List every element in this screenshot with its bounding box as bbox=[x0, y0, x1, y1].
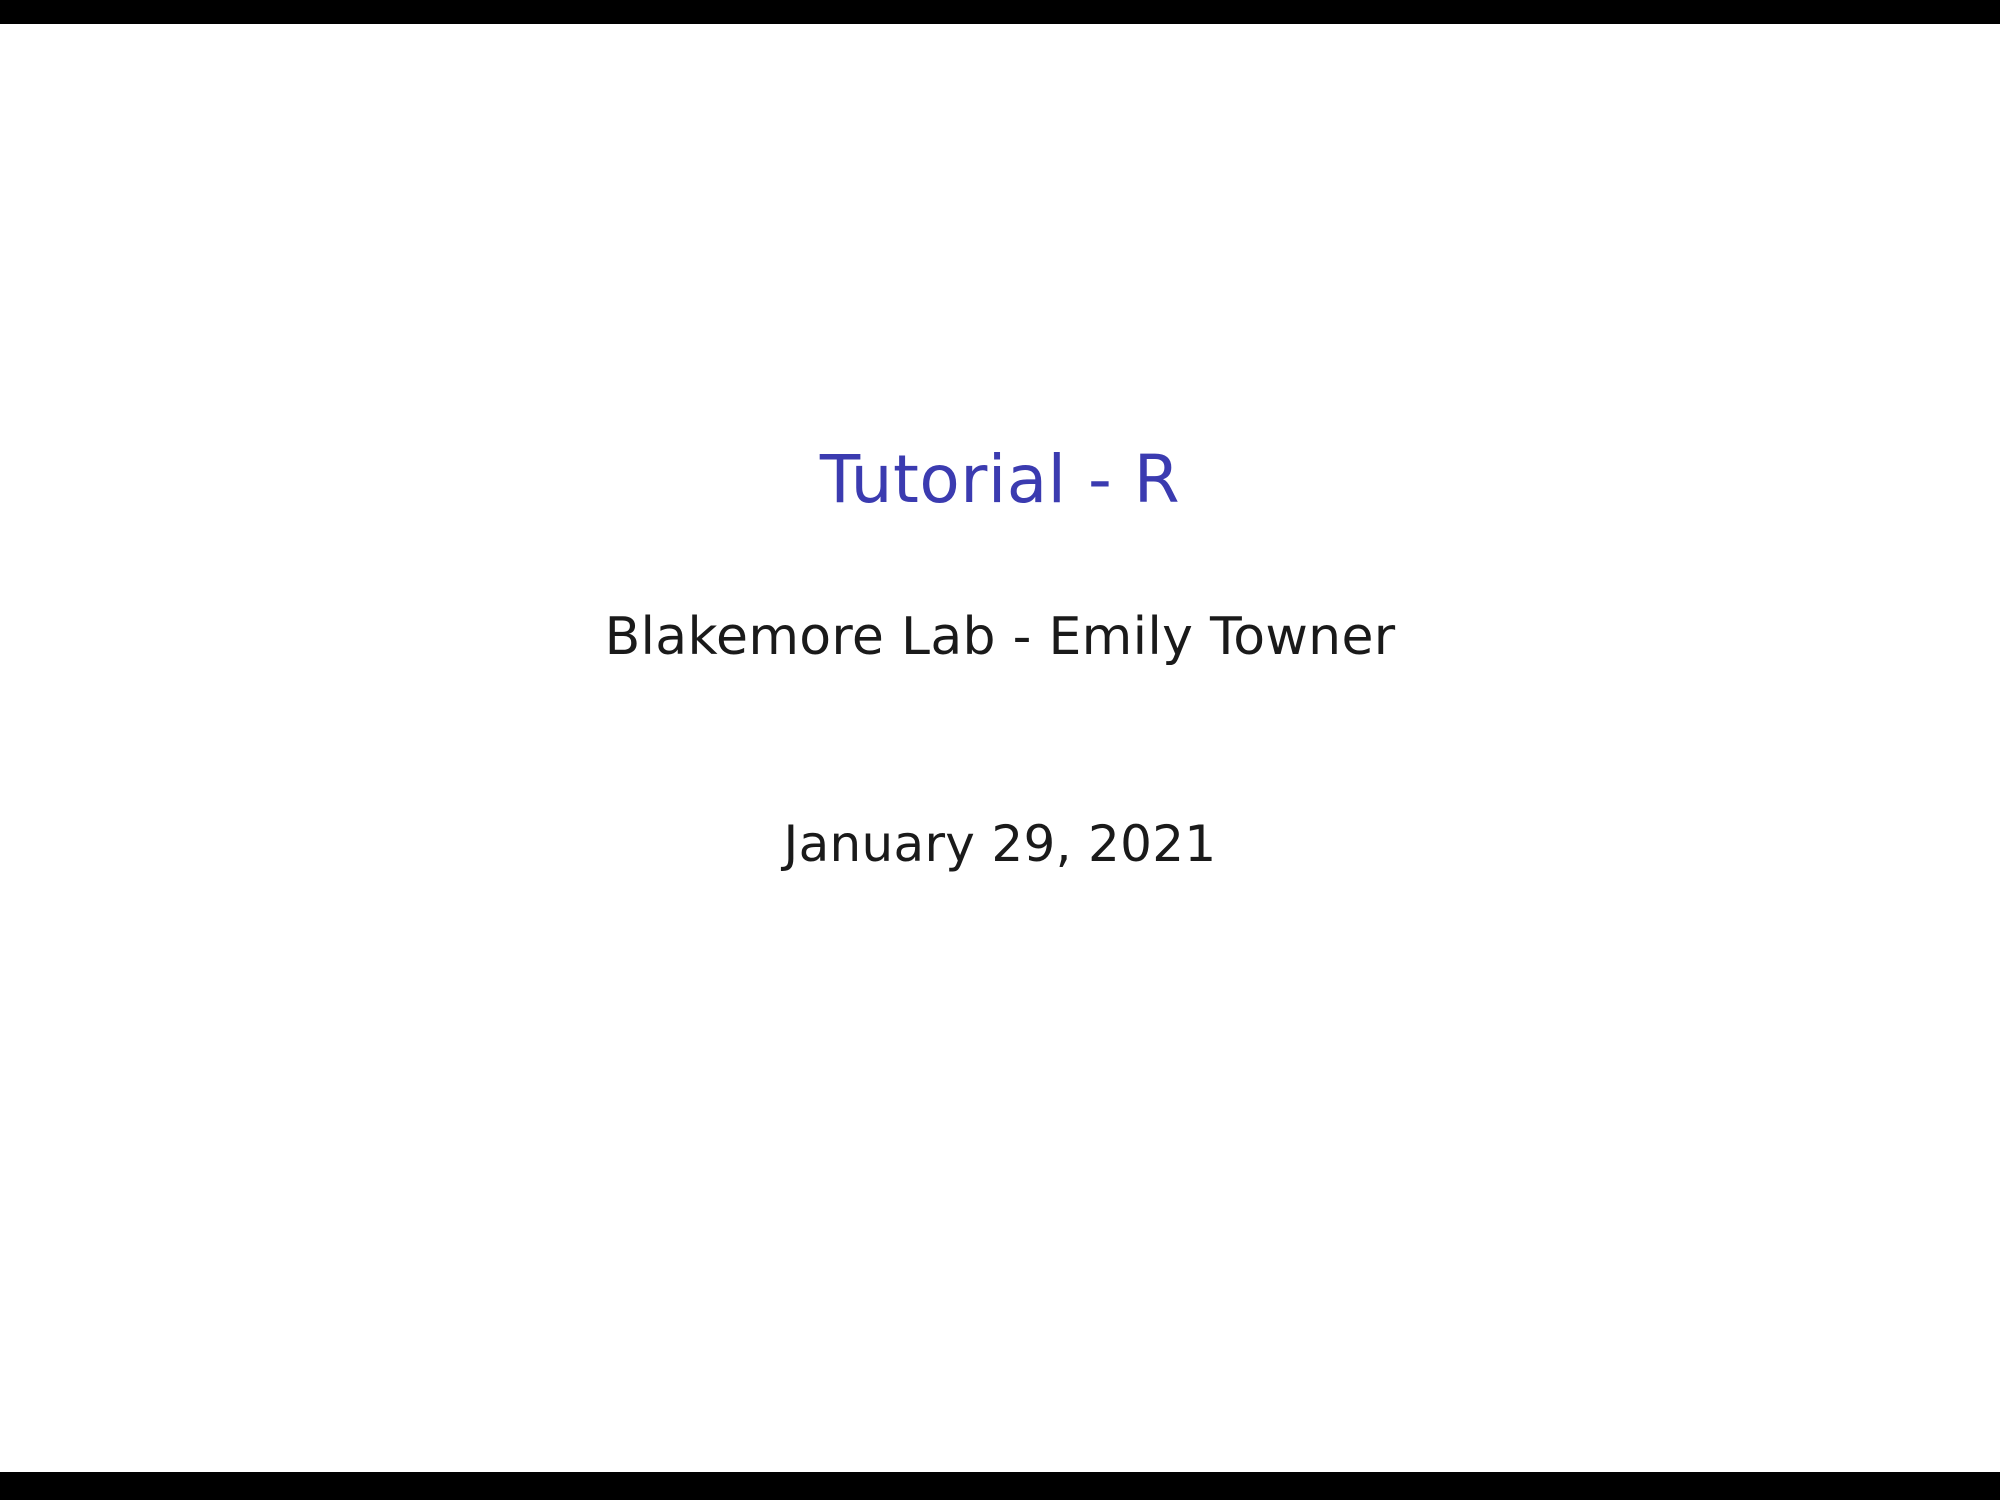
slide-author: Blakemore Lab - Emily Towner bbox=[604, 606, 1396, 667]
presentation-slide bbox=[0, 24, 2000, 1472]
letterbox-bar-top bbox=[0, 0, 2000, 24]
slide-date: January 29, 2021 bbox=[783, 814, 1217, 873]
page-title: Tutorial - R bbox=[819, 441, 1181, 518]
slide-content bbox=[0, 24, 2000, 1472]
letterbox-bar-bottom bbox=[0, 1472, 2000, 1500]
